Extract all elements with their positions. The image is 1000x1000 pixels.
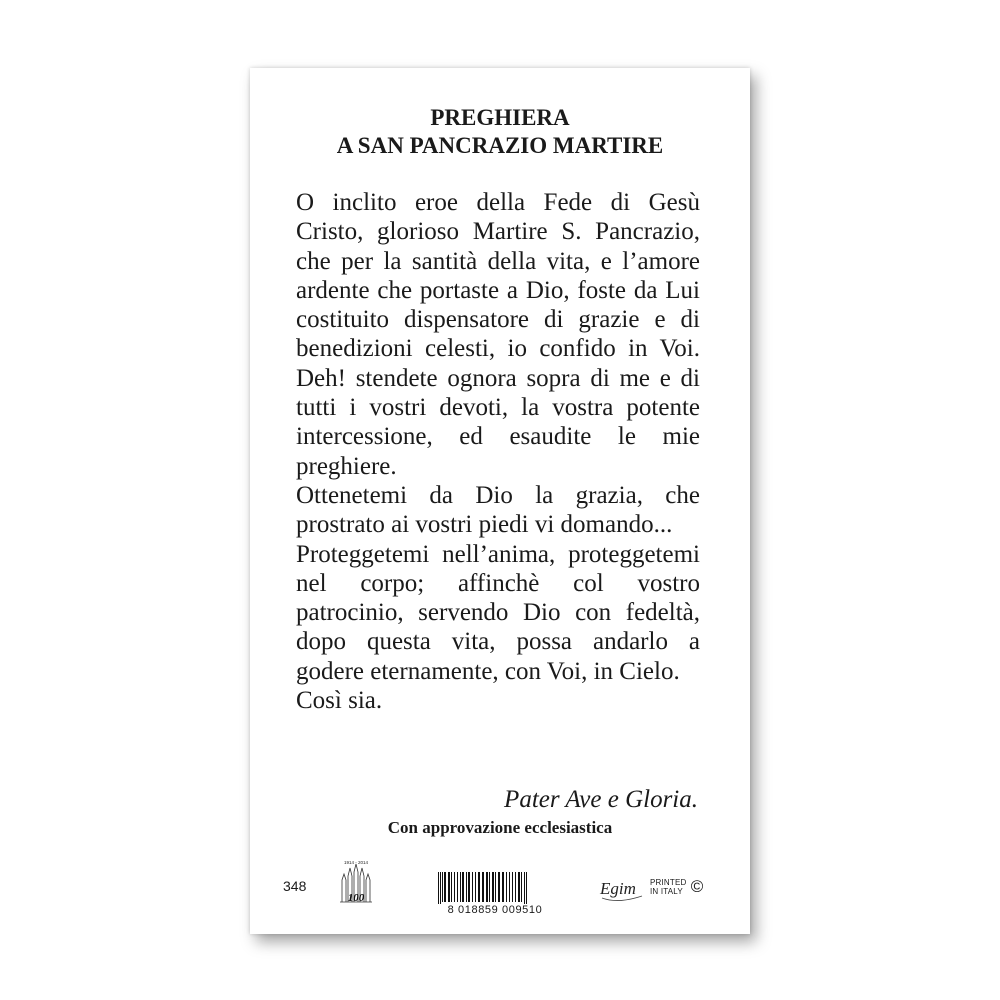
printed-line-1: PRINTED: [650, 878, 687, 887]
approval-note: Con approvazione ecclesiastica: [387, 818, 613, 837]
anniversary-number: 100: [347, 892, 365, 904]
anniversary-years: 1914 - 2014: [343, 860, 369, 865]
barcode-bar: [462, 872, 464, 902]
barcode-bar: [451, 872, 452, 902]
barcode-bar: [515, 872, 516, 902]
barcode-bar: [518, 872, 520, 902]
barcode-bar: [489, 872, 490, 902]
prayer-paragraph-3: Proteggetemi nell’anima, proteggetemi nel corpo; affinchè col vostro patrocinio, servendo Dio con fedeltà, dopo questa vita, possa andarlo a godere eternamente, con Voi, in Cielo.: [296, 540, 700, 685]
prayer-paragraph-2: Ottenetemi da Dio la grazia, che prostrato ai vostri piedi vi domando...: [296, 481, 700, 539]
title-line-2: A SAN PANCRAZIO MARTIRE: [336, 133, 664, 158]
barcode-bar: [466, 872, 467, 902]
publisher-logo: [598, 868, 650, 912]
printed-in-italy: [650, 878, 687, 896]
copyright-icon: ©: [690, 877, 704, 896]
barcode-bar: [512, 872, 513, 902]
barcode-bar: [448, 872, 450, 902]
anniversary-logo: [336, 858, 376, 914]
barcode-bar: [442, 872, 443, 902]
prayer-text: [296, 188, 700, 715]
barcode-bar: [444, 872, 446, 902]
barcode-bar: [498, 872, 500, 902]
closing-line: Pater Ave e Gloria.: [504, 786, 698, 813]
barcode-bar: [506, 872, 507, 902]
item-code: 348: [283, 878, 307, 894]
barcode-bar: [460, 872, 461, 902]
barcode-number: 8 018859 009510: [436, 904, 554, 916]
barcode-bar: [472, 872, 473, 902]
prayer-paragraph-1: O inclito eroe della Fede di Gesù Cristo, glorioso Martire S. Pancrazio, che per la santità della vita, e l’amore ardente che portaste a Dio, foste da Lui costituito dispensatore di grazie e di benedizioni celesti, io confido in Voi. Deh! stendete ognora sopra di me e di tutti i vostri devoti, la vostra potente intercessione, ed esaudite le mie preghiere.: [296, 189, 700, 480]
barcode-bar: [502, 872, 504, 902]
prayer-card: [250, 68, 750, 934]
barcode-bar: [454, 872, 455, 902]
barcode-bar: [521, 872, 522, 902]
title-line-1: PREGHIERA: [430, 105, 570, 130]
barcode-bar: [475, 872, 476, 902]
barcode-bar: [478, 872, 480, 902]
barcode-bar: [457, 872, 458, 902]
barcode-bar: [492, 872, 494, 902]
prayer-paragraph-4: Così sia.: [296, 687, 383, 715]
barcode-bar: [482, 872, 484, 902]
publisher-logo-text: Egim: [600, 879, 636, 898]
prayer-title: [250, 104, 750, 160]
barcode-bar: [486, 872, 488, 902]
barcode-bar: [495, 872, 496, 902]
printed-line-2: IN ITALY: [650, 887, 683, 896]
barcode-bar: [468, 872, 470, 902]
barcode-bar: [509, 872, 510, 902]
